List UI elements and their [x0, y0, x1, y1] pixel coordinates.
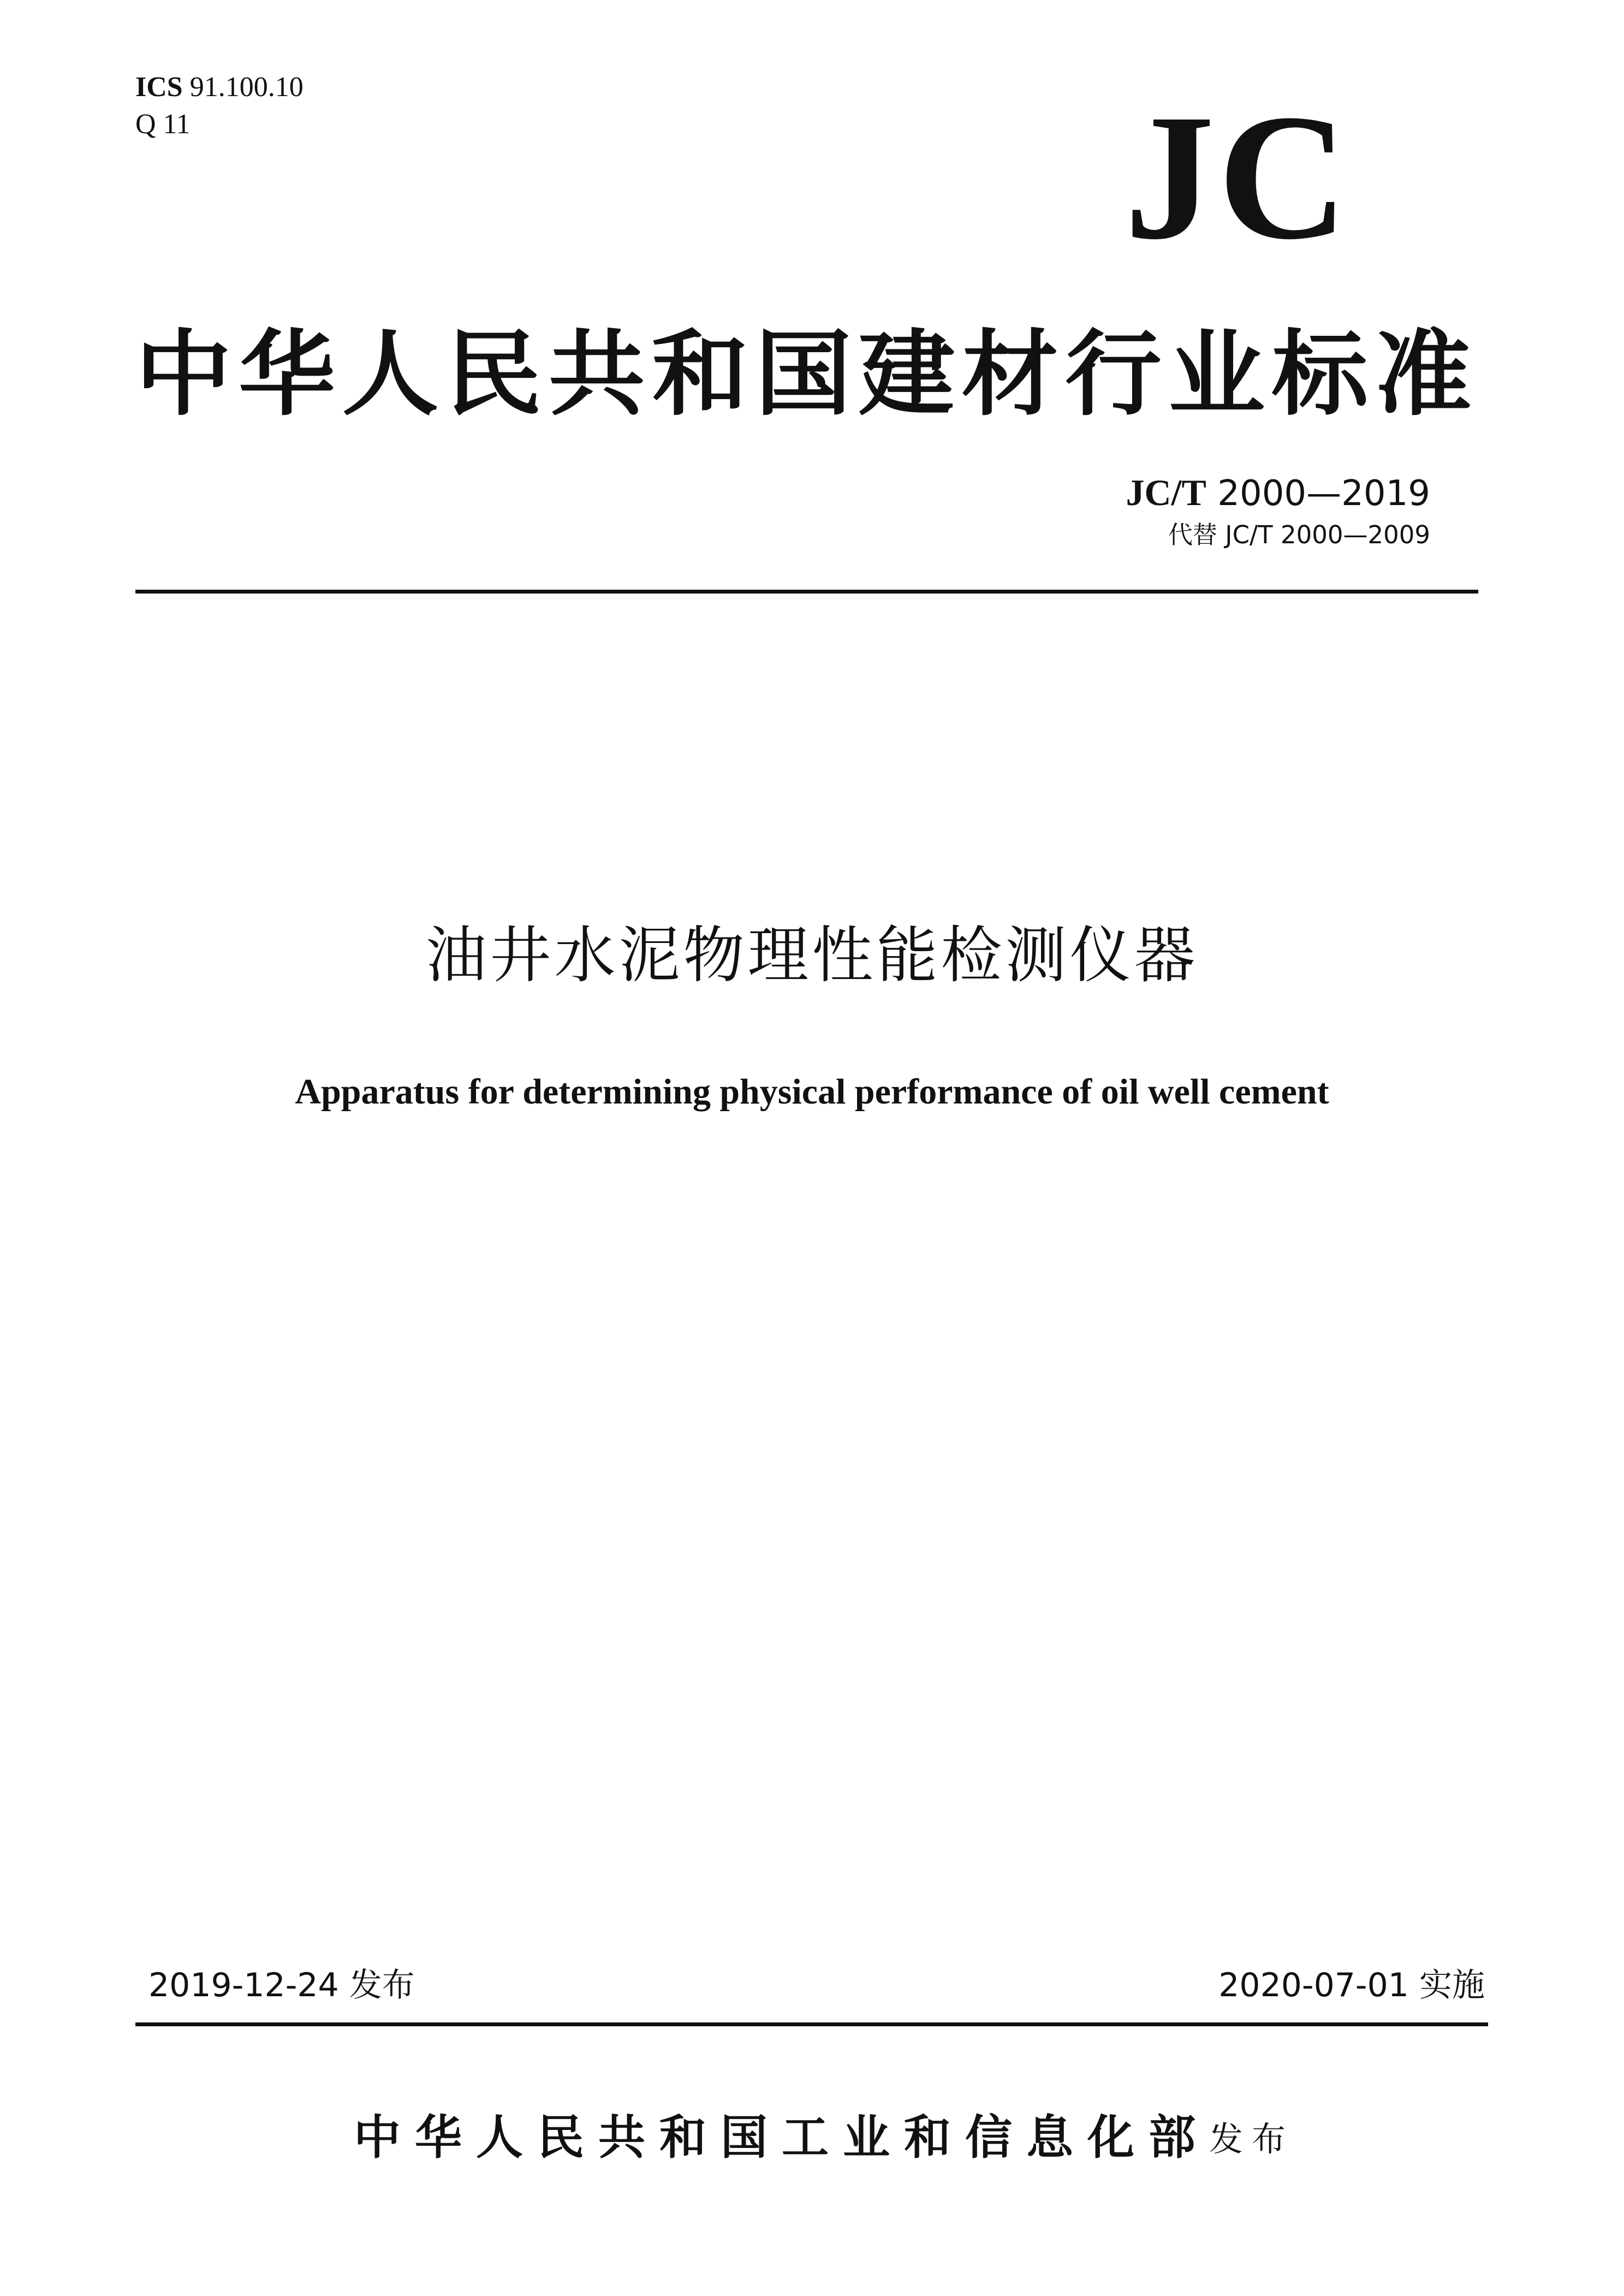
standard-category-title: 中华人民共和国建材行业标准 — [135, 319, 1479, 429]
jc-logo: JC — [1125, 78, 1352, 277]
publisher: 中华人民共和国工业和信息化部 — [354, 2110, 1210, 2165]
document-title-english: Apparatus for determining physical performance of oil well cement — [295, 1072, 1329, 1112]
ics-prefix: ICS — [135, 72, 183, 103]
issue-date: 2019-12-24 发布 — [148, 1966, 415, 2004]
header-divider — [135, 590, 1478, 594]
ics-number: 91.100.10 — [189, 72, 304, 103]
classification-code: Q 11 — [135, 109, 191, 140]
document-title-chinese: 油井水泥物理性能检测仪器 — [425, 920, 1199, 991]
publisher-suffix: 发布 — [1209, 2119, 1295, 2159]
replaces-standard: 代替 JC/T 2000—2009 — [1168, 520, 1430, 549]
implementation-date: 2020-07-01 实施 — [1218, 1966, 1485, 2004]
footer-divider — [135, 2022, 1488, 2026]
ics-code — [135, 70, 304, 105]
standard-code — [1126, 471, 1430, 515]
standard-code-prefix: JC/T — [1126, 472, 1206, 513]
standard-code-number: 2000—2019 — [1217, 473, 1430, 514]
